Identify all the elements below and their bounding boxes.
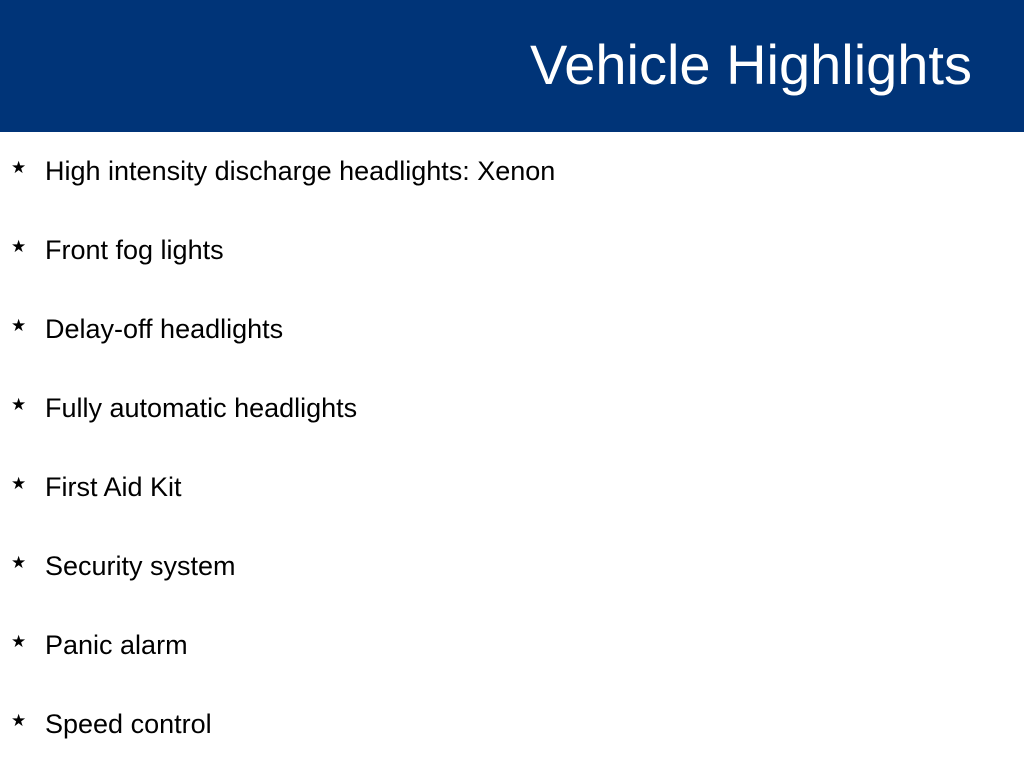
star-icon: ★ [11,395,27,415]
list-item-label: Fully automatic headlights [45,393,358,423]
star-icon: ★ [11,711,27,731]
list-item-label: Security system [45,551,236,581]
list-item-label: Delay-off headlights [45,314,284,344]
list-item-label: Speed control [45,709,212,739]
star-icon: ★ [11,158,27,178]
list-item-label: High intensity discharge headlights: Xenon [45,156,556,186]
star-icon: ★ [11,316,27,336]
list-item-label: First Aid Kit [45,472,182,502]
star-icon: ★ [11,474,27,494]
list-item-label: Front fog lights [45,235,224,265]
slide-title: Vehicle Highlights [529,33,972,96]
star-icon: ★ [11,237,27,257]
header-bar [0,0,1024,132]
list-item-label: Panic alarm [45,630,188,660]
star-icon: ★ [11,632,27,652]
star-icon: ★ [11,553,27,573]
